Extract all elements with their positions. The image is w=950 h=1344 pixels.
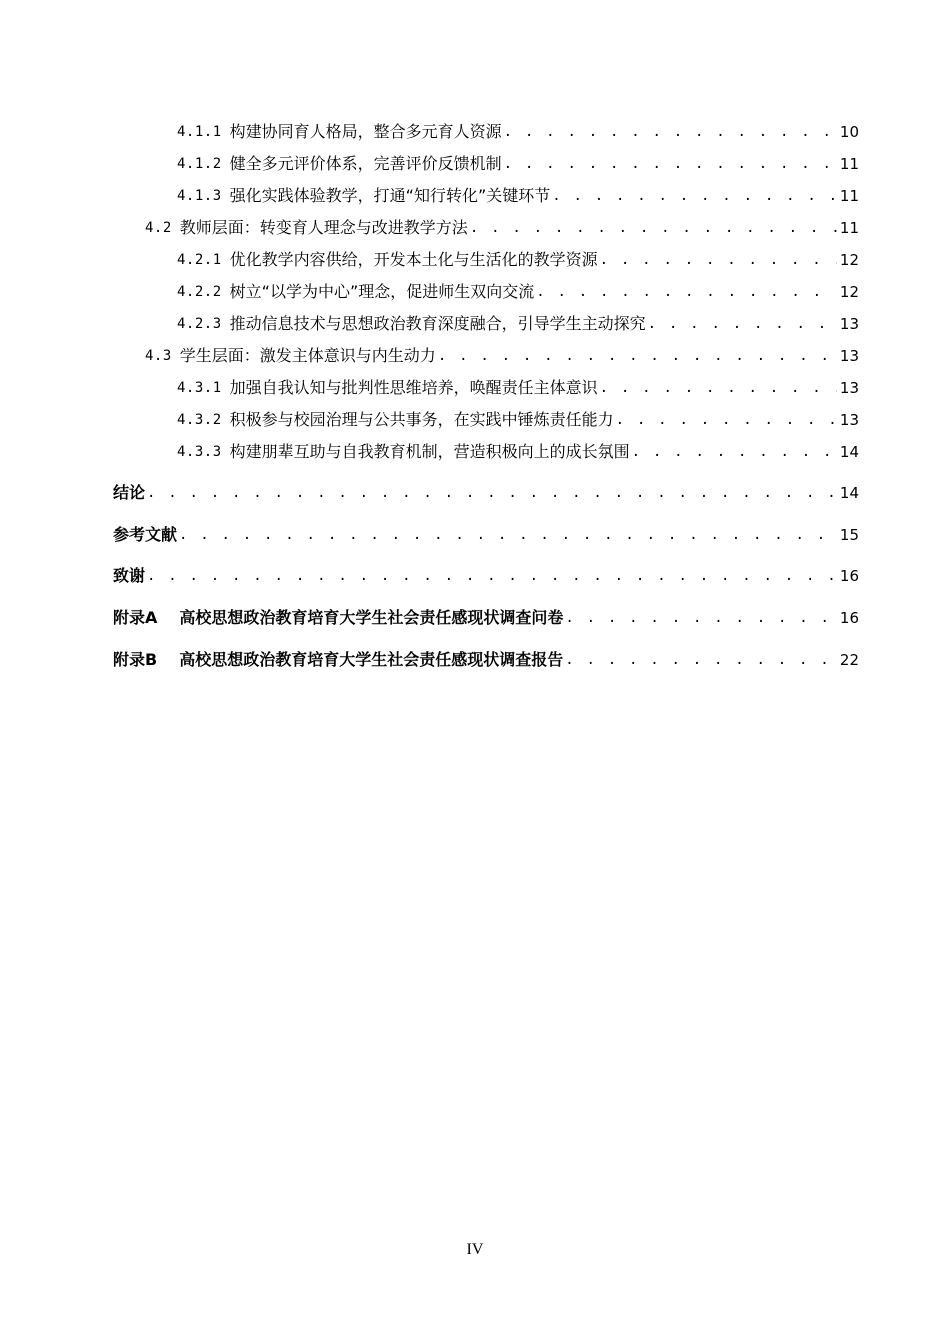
toc-entry-number: 4.3.2 (177, 412, 222, 428)
toc-entry-number: 4.1.1 (177, 124, 222, 140)
toc-dot-leader (565, 607, 837, 629)
toc-entry-number: 4.3.1 (177, 380, 222, 396)
toc-entry-page: 10 (839, 123, 859, 141)
toc-entry-4-2-2[interactable] (177, 281, 859, 303)
toc-entry-page: 14 (839, 484, 859, 502)
toc-entry-page: 14 (839, 443, 859, 461)
toc-entry-title: 树立“以学为中心”理念，促进师生双向交流 (229, 282, 535, 301)
toc-dot-leader (536, 281, 837, 303)
toc-entry-title: 强化实践体验教学，打通“知行转化”关键环节 (229, 186, 551, 205)
page-number: IV (466, 1241, 484, 1258)
toc-entry-appendix-b[interactable] (113, 649, 859, 671)
toc-entry-appendix-a[interactable] (113, 607, 859, 629)
toc-dot-leader (552, 185, 837, 207)
toc-dot-leader (565, 649, 837, 671)
toc-entry-page: 11 (839, 219, 859, 237)
toc-entry-4-2-3[interactable] (177, 313, 859, 335)
toc-entry-page: 16 (839, 567, 859, 585)
toc-entry-title: 加强自我认知与批判性思维培养，唤醒责任主体意识 (229, 378, 598, 397)
toc-dot-leader (147, 482, 837, 504)
toc-entry-4-2-1[interactable] (177, 249, 859, 271)
toc-entry-4-2[interactable] (145, 217, 859, 239)
toc-dot-leader (147, 565, 837, 587)
toc-entry-page: 13 (839, 315, 859, 333)
toc-entry-number: 4.2.2 (177, 284, 222, 300)
toc-entry-title: 高校思想政治教育培育大学生社会责任感现状调查问卷 (179, 608, 564, 627)
toc-entry-page: 12 (839, 283, 859, 301)
toc-entry-4-3-3[interactable] (177, 441, 859, 463)
toc-entry-title: 构建协同育人格局，整合多元育人资源 (229, 122, 502, 141)
toc-entry-page: 12 (839, 251, 859, 269)
toc-entry-page: 13 (839, 347, 859, 365)
toc-dot-leader (616, 409, 837, 431)
toc-entry-acknowledgements[interactable] (113, 565, 859, 587)
toc-entry-number: 4.3.3 (177, 444, 222, 460)
toc-dot-leader (600, 377, 837, 399)
toc-entry-4-3-1[interactable] (177, 377, 859, 399)
toc-entry-title: 健全多元评价体系，完善评价反馈机制 (229, 154, 502, 173)
toc-entry-conclusion[interactable] (113, 482, 859, 504)
toc-entry-4-1-3[interactable] (177, 185, 859, 207)
toc-entry-title: 优化教学内容供给，开发本土化与生活化的教学资源 (229, 250, 598, 269)
toc-entry-title: 推动信息技术与思想政治教育深度融合，引导学生主动探究 (229, 314, 646, 333)
toc-entry-title: 致谢 (113, 566, 146, 585)
toc-entry-number: 4.2.3 (177, 316, 222, 332)
toc-dot-leader (648, 313, 837, 335)
toc-entry-number: 4.3 (145, 348, 172, 364)
toc-entry-page: 11 (839, 187, 859, 205)
toc-entry-4-3[interactable] (145, 345, 859, 367)
toc-entry-4-3-2[interactable] (177, 409, 859, 431)
toc-dot-leader (504, 153, 837, 175)
toc-entry-title: 构建朋辈互助与自我教育机制，营造积极向上的成长氛围 (229, 442, 630, 461)
toc-entry-title: 学生层面：激发主体意识与内生动力 (179, 346, 436, 365)
toc-dot-leader (438, 345, 837, 367)
toc-dot-leader (470, 217, 837, 239)
toc-entry-title: 结论 (113, 483, 146, 502)
toc-entry-number: 4.2 (145, 220, 172, 236)
toc-entry-title: 积极参与校园治理与公共事务，在实践中锤炼责任能力 (229, 410, 614, 429)
toc-entry-title: 高校思想政治教育培育大学生社会责任感现状调查报告 (179, 650, 564, 669)
toc-entry-page: 22 (839, 651, 859, 669)
toc-entry-title: 参考文献 (113, 525, 178, 544)
toc-entry-number: 4.1.3 (177, 188, 222, 204)
toc-entry-number: 4.1.2 (177, 156, 222, 172)
toc-entry-4-1-2[interactable] (177, 153, 859, 175)
toc-dot-leader (600, 249, 837, 271)
toc-entry-number: 4.2.1 (177, 252, 222, 268)
toc-dot-leader (179, 524, 837, 546)
toc-entry-page: 11 (839, 155, 859, 173)
toc-entry-page: 15 (839, 526, 859, 544)
toc-entry-4-1-1[interactable] (177, 121, 859, 143)
toc-appendix-label: 附录B (113, 650, 158, 669)
toc-dot-leader (504, 121, 837, 143)
toc-entry-page: 13 (839, 411, 859, 429)
toc-entry-title: 教师层面：转变育人理念与改进教学方法 (179, 218, 468, 237)
toc-entry-references[interactable] (113, 524, 859, 546)
toc-entry-page: 13 (839, 379, 859, 397)
toc-entry-page: 16 (839, 609, 859, 627)
toc-appendix-label: 附录A (113, 608, 158, 627)
toc-dot-leader (632, 441, 837, 463)
